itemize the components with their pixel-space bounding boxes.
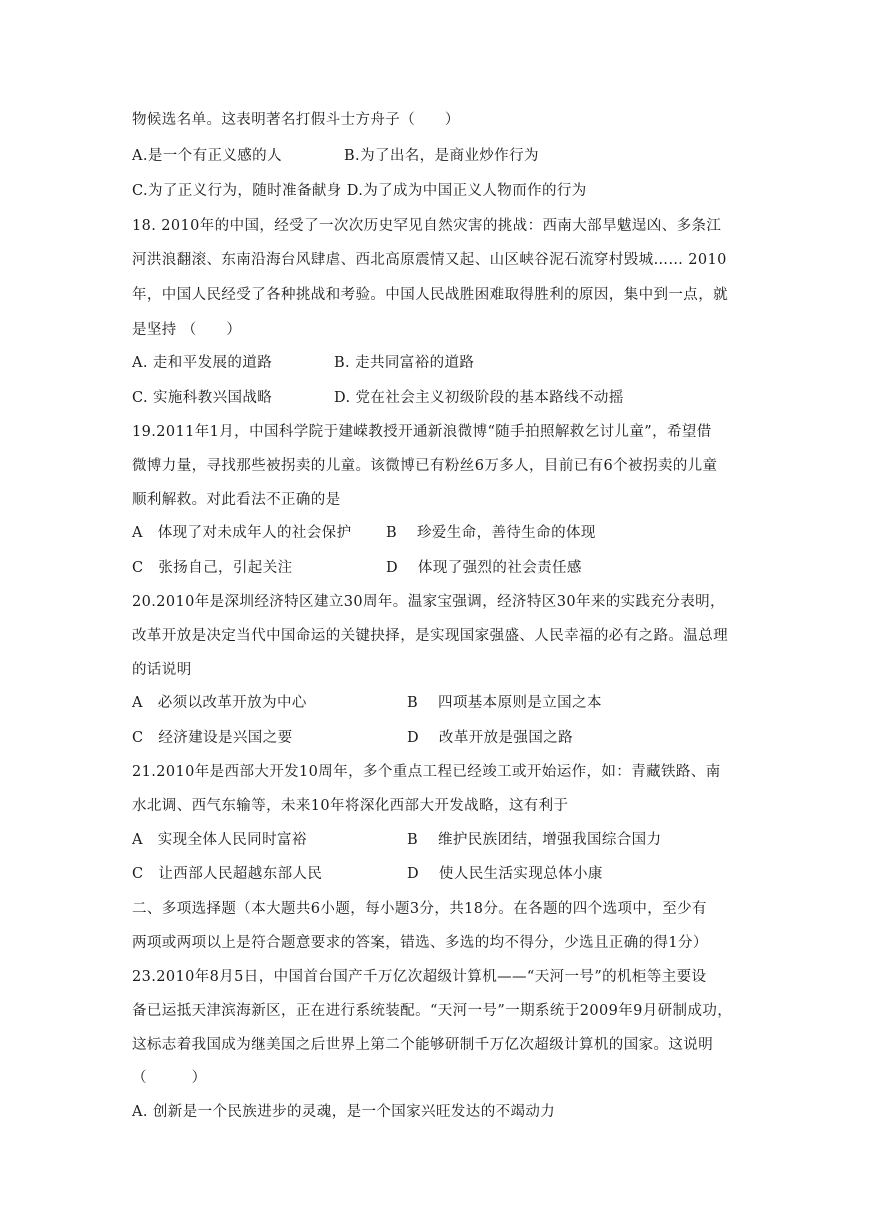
question-18-option-a: A. 走和平发展的道路 xyxy=(132,355,273,371)
question-21-option-d: D 使人民生活实现总体小康 xyxy=(407,866,603,882)
question-21-stem-line-2: 水北调、西气东输等，未来10年将深化西部大开发战略，这有利于 xyxy=(132,798,569,814)
question-23-option-a: A. 创新是一个民族进步的灵魂，是一个国家兴旺发达的不竭动力 xyxy=(132,1104,556,1120)
question-18-stem-line-1: 18. 2010年的中国，经受了一次次历史罕见自然灾害的挑战：西南大部旱魃逞凶、多条江 xyxy=(132,218,722,234)
question-18-stem-line-2: 河洪浪翻滚、东南沿海台风肆虐、西北高原震情又起、山区峡谷泥石流穿村毁城…… 2010 xyxy=(132,252,727,268)
question-23-stem-line-1: 23.2010年8月5日，中国首台国产千万亿次超级计算机——“天河一号”的机柜等主要设 xyxy=(132,969,707,985)
question-20-option-c: C 经济建设是兴国之要 xyxy=(132,730,293,746)
question-20-stem-line-3: 的话说明 xyxy=(132,662,192,678)
question-21-stem-line-1: 21.2010年是西部大开发10周年，多个重点工程已经竣工或开始运作，如：青藏铁路、南 xyxy=(132,764,721,780)
question-18-option-b: B. 走共同富裕的道路 xyxy=(334,355,475,371)
question-17-option-c-d: C.为了正义行为，随时准备献身 D.为了成为中国正义人物而作的行为 xyxy=(132,183,587,199)
question-20-stem-line-2: 改革开放是决定当代中国命运的关键抉择，是实现国家强盛、人民幸福的必有之路。温总理 xyxy=(132,628,728,644)
question-23-stem-line-2: 备已运抵天津滨海新区，正在进行系统装配。“天河一号”一期系统于2009年9月研制成功， xyxy=(132,1003,733,1019)
question-21-option-c: C 让西部人民超越东部人民 xyxy=(132,866,323,882)
question-21-option-b: B 维护民族团结，增强我国综合国力 xyxy=(407,832,662,848)
section-2-heading-line-1: 二、多项选择题（本大题共6小题，每小题3分，共18分。在各题的四个选项中，至少有 xyxy=(132,901,707,917)
question-19-stem-line-2: 微博力量，寻找那些被拐卖的儿童。该微博已有粉丝6万多人，目前已有6个被拐卖的儿童 xyxy=(132,458,718,474)
question-19-stem-line-3: 顺利解救。对此看法不正确的是 xyxy=(132,492,341,508)
question-18-option-c: C. 实施科教兴国战略 xyxy=(132,390,273,406)
question-19-option-d: D 体现了强烈的社会责任感 xyxy=(386,560,582,576)
question-23-stem-line-3: 这标志着我国成为继美国之后世界上第二个能够研制千万亿次超级计算机的国家。这说明 xyxy=(132,1037,714,1053)
question-18-option-d: D. 党在社会主义初级阶段的基本路线不动摇 xyxy=(334,390,624,406)
question-17-stem-line: 物候选名单。这表明著名打假斗士方舟子（ ） xyxy=(132,112,460,128)
question-17-option-b: B.为了出名，是商业炒作行为 xyxy=(344,148,539,164)
question-19-option-a: A 体现了对未成年人的社会保护 xyxy=(132,525,352,541)
question-17-option-a: A.是一个有正义感的人 xyxy=(132,148,282,164)
question-19-option-b: B 珍爱生命，善待生命的体现 xyxy=(386,525,596,541)
question-20-option-d: D 改革开放是强国之路 xyxy=(407,730,574,746)
question-20-stem-line-1: 20.2010年是深圳经济特区建立30周年。温家宝强调，经济特区30年来的实践充分表明， xyxy=(132,594,725,610)
question-18-stem-line-3: 年，中国人民经受了各种挑战和考验。中国人民战胜困难取得胜利的原因，集中到一点，就 xyxy=(132,287,728,303)
question-23-answer-blank: （ ） xyxy=(132,1070,207,1086)
question-19-option-c: C 张扬自己，引起关注 xyxy=(132,560,293,576)
section-2-heading-line-2: 两项或两项以上是符合题意要求的答案，错选、多选的均不得分，少选且正确的得1分） xyxy=(132,935,708,951)
question-20-option-b: B 四项基本原则是立国之本 xyxy=(407,695,602,711)
question-20-option-a: A 必须以改革开放为中心 xyxy=(132,695,307,711)
question-19-stem-line-1: 19.2011年1月，中国科学院于建嵘教授开通新浪微博“随手拍照解救乞讨儿童”，希望借 xyxy=(132,424,712,440)
question-21-option-a: A 实现全体人民同时富裕 xyxy=(132,832,307,848)
question-18-stem-line-4: 是坚持 （ ） xyxy=(132,322,242,338)
